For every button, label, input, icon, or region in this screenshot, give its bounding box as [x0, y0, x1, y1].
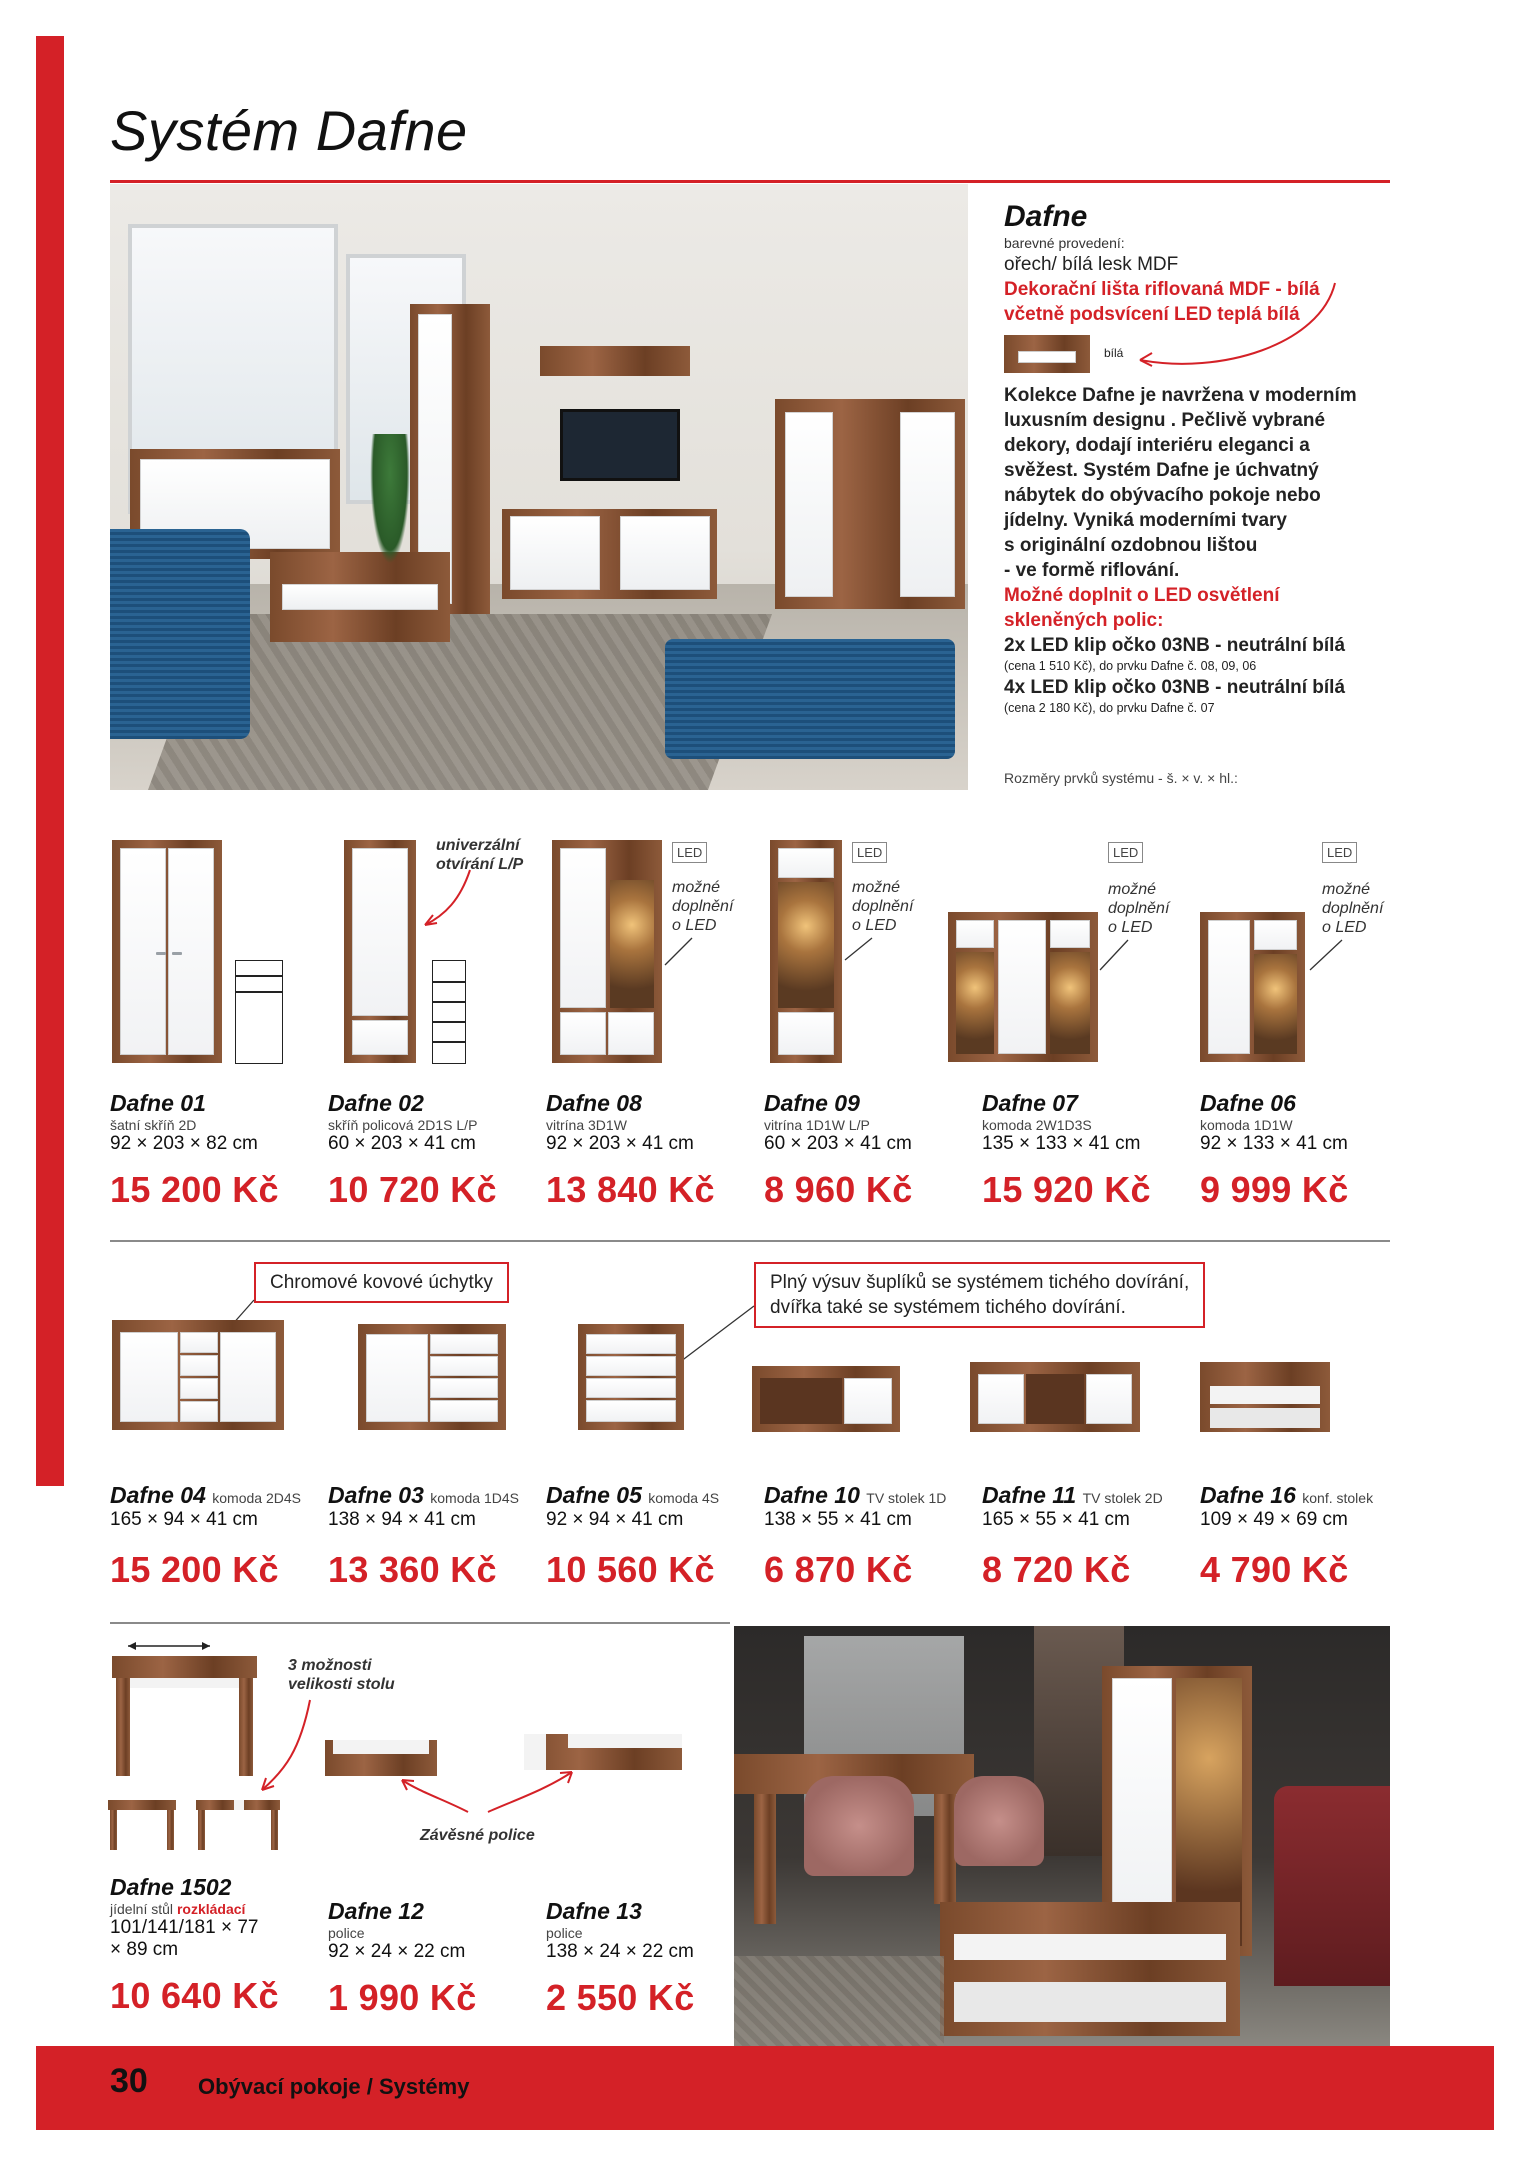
- callout-line: Plný výsuv šuplíků se systémem tichého dovírání,: [770, 1272, 1190, 1293]
- product-dimensions: 165 × 94 × 41 cm: [110, 1509, 258, 1530]
- desc-line: s originální ozdobnou lištou: [1004, 535, 1258, 556]
- product-name: Dafne 02: [328, 1090, 424, 1116]
- product-name: Dafne 01: [110, 1090, 206, 1116]
- product-name: Dafne 1502: [110, 1874, 232, 1900]
- led-tag-06: LED: [1322, 842, 1357, 863]
- product-price: 1 990 Kč: [328, 1977, 477, 2018]
- note-line: možné: [852, 879, 901, 896]
- chrome-handles-callout: Chromové kovové úchytky: [254, 1262, 509, 1303]
- led-option-1: 2x LED klip očko 03NB - neutrální bílá: [1004, 635, 1346, 656]
- desc-line: dekory, dodají interiéru eleganci a: [1004, 435, 1310, 456]
- product-type: TV stolek 1D: [866, 1490, 947, 1506]
- product-type: jídelní stůl: [110, 1901, 174, 1917]
- led-heading-1: Možné doplnit o LED osvětlení: [1004, 585, 1280, 606]
- product-price: 15 920 Kč: [982, 1169, 1151, 1210]
- product-dimensions: 109 × 49 × 69 cm: [1200, 1509, 1348, 1530]
- page-number: 30: [110, 2062, 148, 2100]
- product-dimensions: 138 × 24 × 22 cm: [546, 1941, 694, 1962]
- dafne-1502-size-large: [196, 1800, 280, 1850]
- product-type: komoda 1D4S: [430, 1490, 519, 1506]
- product-price: 6 870 Kč: [764, 1549, 913, 1590]
- led-tag-07: LED: [1108, 842, 1143, 863]
- product-name: Dafne 16: [1200, 1482, 1296, 1508]
- product-name: Dafne 03: [328, 1482, 424, 1508]
- product-dimensions: 92 × 24 × 22 cm: [328, 1941, 466, 1962]
- product-type: komoda 2W1D3S: [982, 1117, 1092, 1133]
- desc-line: jídelny. Vyniká moderními tvary: [1004, 510, 1287, 531]
- note-line: o LED: [852, 917, 897, 934]
- product-name: Dafne 08: [546, 1090, 642, 1116]
- note-line: možné: [1322, 881, 1371, 898]
- product-price: 10 640 Kč: [110, 1975, 279, 2016]
- note-line: doplnění: [852, 898, 914, 915]
- note-line: možné: [1108, 881, 1157, 898]
- product-dimensions: 138 × 55 × 41 cm: [764, 1509, 912, 1530]
- product-dimensions: 92 × 203 × 82 cm: [110, 1133, 258, 1154]
- swatch-label: bílá: [1104, 346, 1124, 360]
- product-dimensions: 165 × 55 × 41 cm: [982, 1509, 1130, 1530]
- product-price: 13 840 Kč: [546, 1169, 715, 1210]
- product-price: 9 999 Kč: [1200, 1169, 1349, 1210]
- product-dimensions: 60 × 203 × 41 cm: [764, 1133, 912, 1154]
- product-price: 2 550 Kč: [546, 1977, 695, 2018]
- note-line: o LED: [1322, 919, 1367, 936]
- product-name: Dafne 11: [982, 1482, 1077, 1508]
- table-size-note: [288, 1656, 395, 1694]
- product-dafne-1502: [110, 1874, 325, 2017]
- product-name: Dafne 12: [328, 1898, 424, 1924]
- page-footer: [36, 2046, 1494, 2130]
- product-dimensions: 138 × 94 × 41 cm: [328, 1509, 476, 1530]
- product-type: vitrína 3D1W: [546, 1117, 627, 1133]
- led-heading-2: skleněných polic:: [1004, 610, 1164, 631]
- product-dimensions: × 89 cm: [110, 1939, 179, 1960]
- product-price: 15 200 Kč: [110, 1169, 279, 1210]
- product-type: šatní skříň 2D: [110, 1117, 197, 1133]
- product-price: 13 360 Kč: [328, 1549, 497, 1590]
- product-dafne-13: [546, 1898, 746, 2019]
- intro-name: Dafne: [1004, 200, 1088, 233]
- product-type: TV stolek 2D: [1082, 1490, 1163, 1506]
- product-type: komoda 2D4S: [212, 1490, 301, 1506]
- product-name: Dafne 09: [764, 1090, 860, 1116]
- product-name: Dafne 05: [546, 1482, 642, 1508]
- product-dimensions: 92 × 94 × 41 cm: [546, 1509, 684, 1530]
- decor-line-1: Dekorační lišta riflovaná MDF - bílá: [1004, 279, 1320, 300]
- finish-label: barevné provedení:: [1004, 235, 1125, 251]
- note-line: univerzální: [436, 837, 520, 854]
- product-price: 4 790 Kč: [1200, 1549, 1349, 1590]
- note-line: doplnění: [1322, 900, 1384, 917]
- product-dimensions: 92 × 203 × 41 cm: [546, 1133, 694, 1154]
- product-dimensions: 135 × 133 × 41 cm: [982, 1133, 1141, 1154]
- decor-line-2: včetně podsvícení LED teplá bílá: [1004, 304, 1300, 325]
- led-option-2-note: (cena 2 180 Kč), do prvku Dafne č. 07: [1004, 701, 1215, 715]
- product-price: 10 560 Kč: [546, 1549, 715, 1590]
- note-line: doplnění: [672, 898, 734, 915]
- dining-room-photo: [734, 1626, 1390, 2046]
- note-line: možné: [672, 879, 721, 896]
- led-tag-08: LED: [672, 842, 707, 863]
- product-type: skříň policová 2D1S L/P: [328, 1117, 478, 1133]
- product-price: 10 720 Kč: [328, 1169, 497, 1210]
- note-line: otvírání L/P: [436, 856, 524, 873]
- desc-line: svěžest. Systém Dafne je úchvatný: [1004, 460, 1319, 481]
- dafne-12-illustration: [325, 1740, 437, 1776]
- note-line: doplnění: [1108, 900, 1170, 917]
- product-type: police: [546, 1925, 583, 1941]
- product-name: Dafne 07: [982, 1090, 1078, 1116]
- dimensions-caption: Rozměry prvků systému - š. × v. × hl.:: [1004, 770, 1238, 786]
- product-dimensions: 92 × 133 × 41 cm: [1200, 1133, 1348, 1154]
- product-type: komoda 4S: [648, 1490, 720, 1506]
- led-option-2: 4x LED klip očko 03NB - neutrální bílá: [1004, 677, 1346, 698]
- product-type: vitrína 1D1W L/P: [764, 1117, 870, 1133]
- led-option-1-note: (cena 1 510 Kč), do prvku Dafne č. 08, 09, 06: [1004, 659, 1257, 673]
- product-name: Dafne 13: [546, 1898, 642, 1924]
- product-name: Dafne 06: [1200, 1090, 1296, 1116]
- product-type-highlight: rozkládací: [176, 1901, 246, 1917]
- desc-line: - ve formě riflování.: [1004, 560, 1180, 581]
- product-price: 8 960 Kč: [764, 1169, 913, 1210]
- note-line: velikosti stolu: [288, 1676, 395, 1693]
- product-dafne-12: [328, 1898, 528, 2019]
- product-price: 15 200 Kč: [110, 1549, 279, 1590]
- note-line: 3 možnosti: [288, 1657, 372, 1674]
- note-line: o LED: [1108, 919, 1153, 936]
- product-name: Dafne 10: [764, 1482, 860, 1508]
- product-type: komoda 1D1W: [1200, 1117, 1293, 1133]
- product-price: 8 720 Kč: [982, 1549, 1131, 1590]
- page-title: Systém Dafne: [110, 99, 468, 162]
- desc-line: Kolekce Dafne je navržena v moderním: [1004, 385, 1357, 406]
- desc-line: luxusním designu . Pečlivě vybrané: [1004, 410, 1326, 431]
- product-type: konf. stolek: [1302, 1490, 1374, 1506]
- led-tag-09: LED: [852, 842, 887, 863]
- dafne-1502-illustration: [112, 1656, 257, 1776]
- desc-line: nábytek do obývacího pokoje nebo: [1004, 485, 1321, 506]
- dafne-13-illustration: [524, 1734, 682, 1770]
- finish-value: ořech/ bílá lesk MDF: [1004, 254, 1179, 275]
- note-line: o LED: [672, 917, 717, 934]
- product-dimensions: 101/141/181 × 77: [110, 1917, 259, 1938]
- product-name: Dafne 04: [110, 1482, 206, 1508]
- dafne-1502-size-small: [108, 1800, 176, 1850]
- product-dimensions: 60 × 203 × 41 cm: [328, 1133, 476, 1154]
- section-name: Obývací pokoje / Systémy: [198, 2074, 470, 2099]
- callout-line: dvířka také se systémem tichého dovírání.: [770, 1297, 1126, 1318]
- product-type: police: [328, 1925, 365, 1941]
- hanging-shelves-note: Závěsné police: [420, 1827, 535, 1844]
